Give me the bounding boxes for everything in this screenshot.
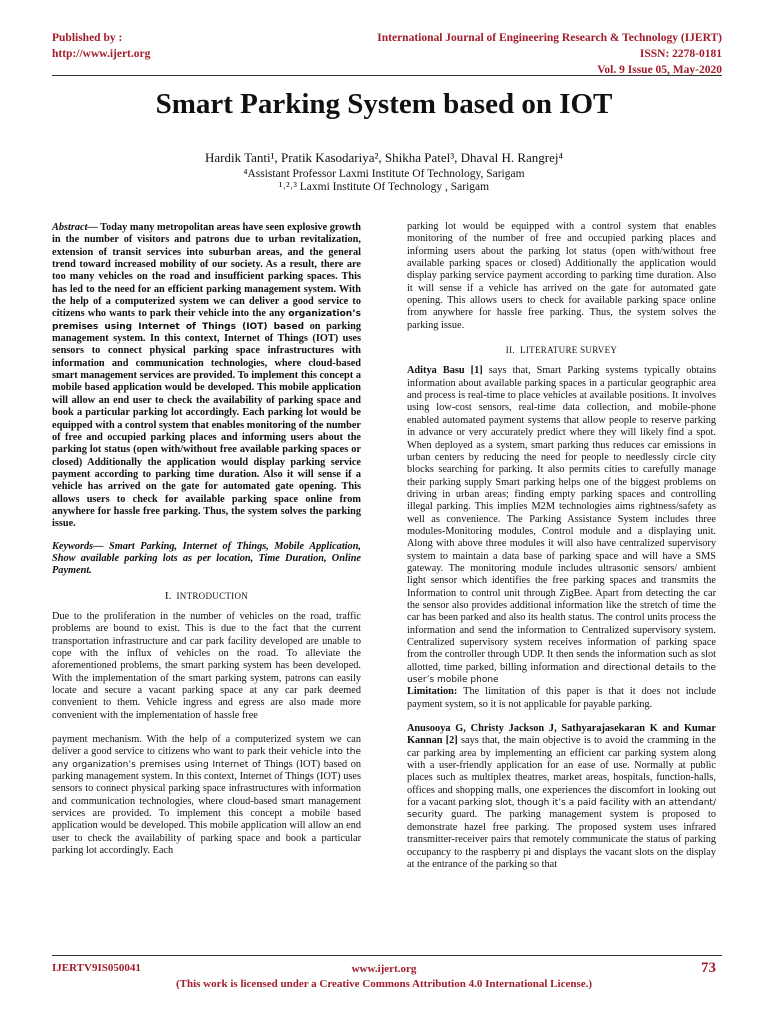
section-heading-literature-survey — [407, 344, 716, 357]
ref-text-sans: parking slot, though it’s a paid facility with an attendant/ security — [407, 798, 716, 821]
intro-text-sans: vehicle into the any organization’s premises using Internet of — [52, 747, 361, 770]
footer-license: (This work is licensed under a Creative Commons Attribution 4.0 International License.) — [175, 978, 593, 990]
author-affiliations — [0, 168, 768, 194]
ref-text-sans: and directional details to the user’s mobile phone — [407, 662, 716, 686]
paper-authors: Hardik Tanti¹, Pratik Kasodariya², Shikha Patel³, Dhaval H. Rangrej⁴ — [204, 150, 564, 165]
right-column — [407, 221, 716, 871]
journal-volume: Vol. 9 Issue 05, May-2020 — [597, 64, 722, 76]
section-title: INTRODUCTION — [176, 590, 249, 601]
affiliation-line: ¹˒²˒³ Laxmi Institute Of Technology , Sarigam — [278, 181, 490, 193]
paper-title: Smart Parking System based on IOT — [155, 88, 613, 120]
abstract-continued-paragraph: parking lot would be equipped with a control system that enables monitoring of the number of free and occupied parking places and informing users about the parking lot status (open with/without free available parking spaces or closed) Additionally the application would display parking service payment according to parking time duration. Also it will sense if a vehicle has arrived on the gate for automated gate opening. This allows users to check for available parking space online from anywhere for hassle free parking. Thus, the system solves the parking issue. — [407, 221, 716, 331]
keywords: Keywords— Smart Parking, Internet of Things, Mobile Application, Show available parking lots as per location, Time Duration, Online Payment. — [52, 540, 361, 577]
footer-website-link[interactable]: www.ijert.org — [351, 963, 417, 975]
section-title: LITERATURE SURVEY — [520, 345, 618, 356]
literature-ref-1 — [407, 365, 716, 686]
abstract-text-sans: organization’s premises using Internet of Things (IOT) based — [52, 309, 361, 332]
affiliation-line: ⁴Assistant Professor Laxmi Institute Of Technology, Sarigam — [243, 168, 525, 180]
left-column — [52, 222, 361, 858]
limitation-note — [407, 686, 716, 711]
footer-paper-id: IJERTV9IS050041 — [52, 962, 141, 974]
footer-center — [0, 962, 768, 992]
journal-issn: ISSN: 2278-0181 — [639, 48, 722, 60]
ref-text: says that, Smart Parking systems typically obtains information about available parking spaces in a particular geographic area and process is real-time to place vehicles at available positions. It involves using low-cost sensors, real-time data collection, and mobile-phone enabled automated payment systems that allow people to reserve parking in advance or very accurately predict where they will likely find a spot. When deployed as a system, smart parking thus reduces car emissions in urban centers by reducing the need for people to needlessly circle city blocks searching for parking. It also permits cities to carefully manage their parking supply Smart parking helps one of the biggest problems on driving in urban areas; finding empty parking spaces and controlling illegal parking. This implies M2M technologies aims rightness/safety as well as convenience. The Parking Assistance System includes three modules-Monitoring modules, Control module and a displaying unit. Along with above three modules it will also have centralized supervisory system to maintain a data base of parking space and will have a SMS gateway. The monitoring module includes ultrasonic sensors/ ambient light sensor which identifies the free parking spaces and transmits the Information to control unit through ZigBee. Apart from detecting the car the sensor also provides additional information like the stretch of time the car has been parked and also its health status. The control units process the information and send the information to Centralized supervisory system. Centralized supervisory system receives information of parking space from the controller through UDP. It then sends the information such as slot allotted, time parked, billing information — [407, 365, 716, 673]
abstract-label: Abstract— — [52, 222, 98, 233]
intro-text-end: Things (IOT) based on parking management system. In this context, Internet of Things (IOT) uses sensors to connect physical parking space infrastructures with information and communication technologies, where cloud-based smart management services are provided. To implement this concept a mobile based application would be developed. This mobile application will allow an end user to check the availability of parking space and book a particular parking lot accordingly. Each — [52, 758, 361, 857]
intro-text: payment mechanism. With the help of a computerized system we can deliver a good service to citizens who want to park their — [52, 734, 361, 758]
abstract-text: Today many metropolitan areas have seen explosive growth in the number of visitors and patrons due to urban revitalization, extension of transit services into suburban areas, and the general trend toward increased mobility of our society. As a result, there are too many vehicles on the road and insufficient parking spaces. This has led to the need for an efficient parking management system. With the help of a computerized system we can deliver a good service to citizens who wants to park their vehicle into the any — [52, 222, 361, 320]
section-numeral: I. — [164, 589, 172, 602]
journal-website-link[interactable]: http://www.ijert.org — [52, 48, 151, 60]
header-divider — [52, 75, 722, 76]
limitation-text: The limitation of this paper is that it does not include payment system, so it is not applicable for payable parking. — [407, 686, 716, 710]
limitation-label: Limitation: — [407, 686, 458, 698]
footer-divider — [52, 955, 722, 956]
abstract-text-end: on parking management system. In this context, Internet of Things (IOT) uses sensors to connect physical parking space infrastructures with information and communication technologies, where cloud-based smart management services are provided. To implement this concept a mobile based application would be developed. This mobile application will allow an end user to check the availability of parking space and book a particular parking lot accordingly. Each parking lot would be equipped with a control system that enables monitoring of the number of free and occupied parking places and informing users about the parking lot status (open with/without free available parking spaces or closed) Additionally the application would display parking service payment according to parking time duration. Also it will sense if a vehicle has arrived on the gate for automated gate opening. This allows users to check for available parking space online from anywhere for hassle free parking. Thus, the system solves the parking issue. — [52, 320, 362, 530]
ref-text: says that, the main objective is to avoid the cramming in the car parking area by implementing an efficient car parking system along with a user-friendly application for an ease of use. Normally at public places such as multiplex theatres, market areas, hospitals, function-halls, offices and shopping malls, one experiences the discomfort in looking out for a vacant — [407, 735, 716, 809]
published-by-label: Published by : — [52, 32, 123, 44]
introduction-paragraph: Due to the proliferation in the number of vehicles on the road, traffic problems are bound to exist. This is due to the fact that the current transportation infrastructure and car park facility developed are unable to cope with the influx of vehicles on the road. To alleviate the aforementioned problems, the smart parking system has been developed. With the implementation of the smart parking system, patrons can easily locate and secure a vacant parking space at any car park deemed convenient to them. Vehicle ingress and egress are also made more convenient with the implementation of hassle free — [52, 610, 361, 721]
abstract — [52, 222, 361, 531]
header-right — [377, 30, 722, 78]
section-heading-introduction — [52, 590, 361, 603]
ref-author: Anusooya G, Christy Jackson J, Sathyarajasekaran K and Kumar Kannan [2] — [407, 723, 716, 747]
ref-author: Aditya Basu [1] — [407, 365, 483, 377]
ref-text-end: guard. The parking management system is proposed to demonstrate hazel free parking. The proposed system uses infrared transmitter-receiver pairs that remotely communicate the status of parking occupancy to the raspberry pi and displays the vacant slots on the display at the entrance of the parking so that — [407, 809, 716, 870]
literature-ref-2 — [407, 723, 716, 871]
header-left — [52, 30, 150, 62]
section-numeral: II. — [505, 345, 515, 356]
journal-name: International Journal of Engineering Research & Technology (IJERT) — [377, 32, 722, 44]
page-number: 73 — [701, 960, 716, 976]
introduction-paragraph-2 — [52, 734, 361, 857]
